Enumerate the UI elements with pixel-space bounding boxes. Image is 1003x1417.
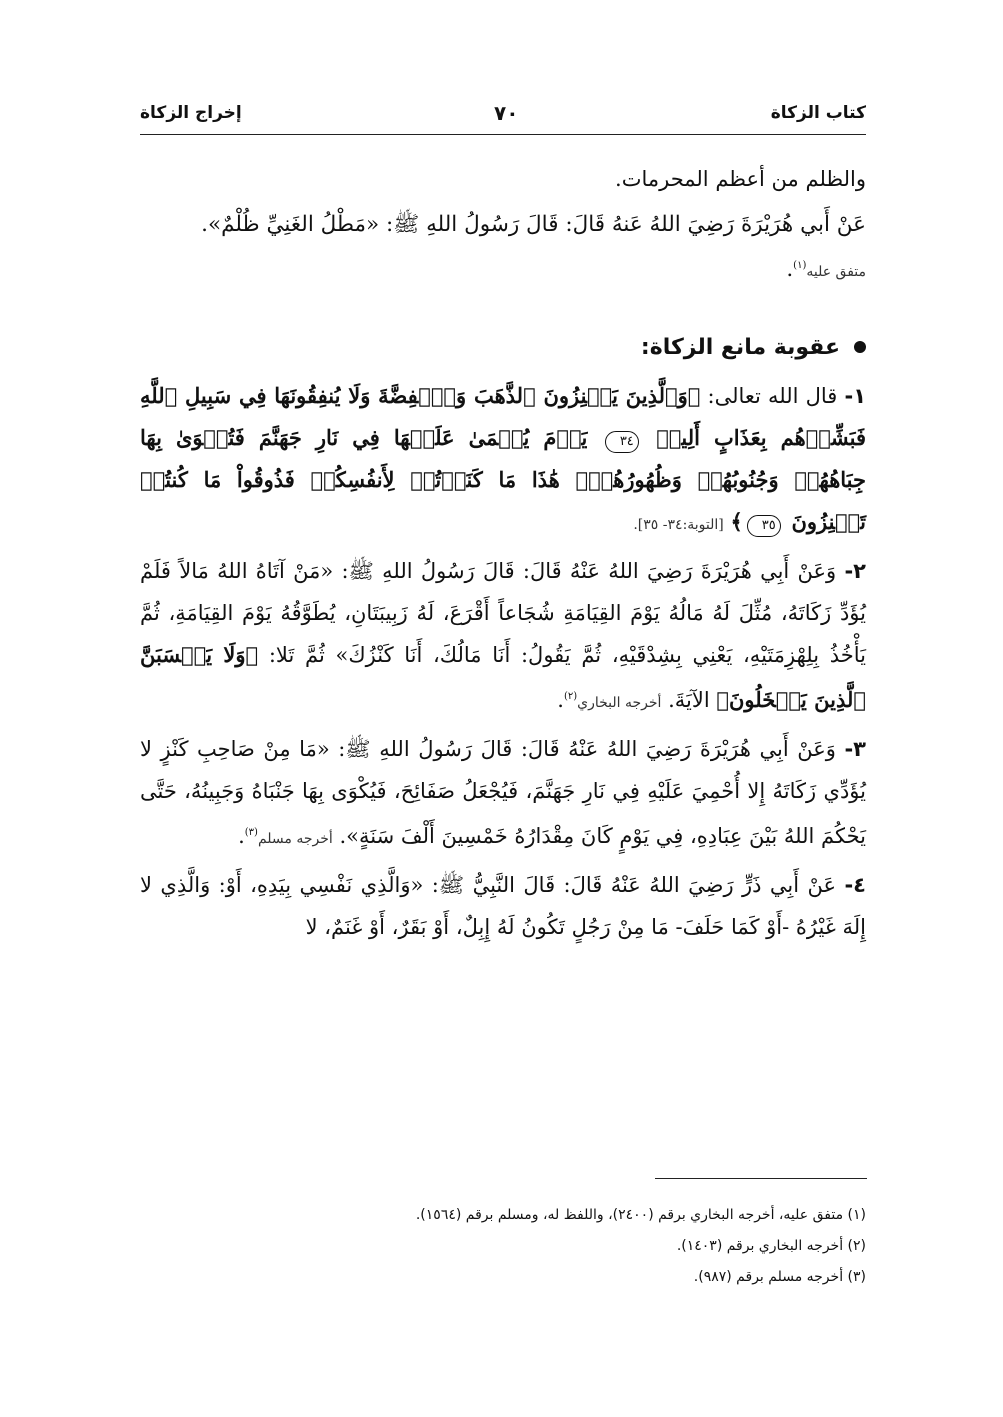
hadith-paragraph: [140, 204, 866, 293]
list-item: [140, 550, 866, 724]
item-text: وَعَنْ أَبِي هُرَيْرَةَ رَضِيَ اللهُ عَنْهُ قَالَ: قَالَ رَسُولُ اللهِ ﷺ: «مَا مِنْ صَاحِبِ كَنْزٍ لا يُؤَدِّي زَكَاتَهُ إِلا أُحْمِيَ عَلَيْهِ فِي نَارِ جَهَنَّمَ، فَيُجْعَلُ صَفَائِحَ، فَيُكْوَى بِهَا جَنْبَاهُ وَجَبِينُهُ، حَتَّى يَحْكُمَ اللهُ بَيْنَ عِبَادِهِ، فِي يَوْمٍ كَانَ مِقْدَارُهُ خَمْسِينَ أَلْفَ سَنَةٍ».: [140, 737, 866, 849]
footnote-item: (١) متفق عليه، أخرجه البخاري برقم (٢٤٠٠)، واللفظ له، ومسلم برقم (١٥٦٤).: [415, 1207, 866, 1223]
hadith-source: متفق عليه: [806, 264, 866, 281]
section-heading-text: عقوبة مانع الزكاة:: [640, 334, 840, 360]
quran-verse: ﴿وَلَا يَحۡسَبَنَّ ٱلَّذِينَ يَبۡخَلُونَ﴾: [140, 642, 866, 713]
ayah-number-marker: ٣٥: [747, 515, 781, 537]
footnote-divider: [655, 1178, 867, 1179]
item-number: ١-: [844, 384, 867, 409]
footnote-ref-1[interactable]: (١): [793, 260, 807, 271]
footnote-item: (٣) أخرجه مسلم برقم (٩٨٧).: [693, 1269, 866, 1285]
item-end: .: [238, 824, 245, 849]
quran-verse-continued: يَوۡمَ يُحۡمَىٰ عَلَيۡهَا فِي نَارِ جَهَنَّمَ فَتُكۡوَىٰ بِهَا جِبَاهُهُمۡ وَجُنُوبُهُمۡ وَظُهُورُهُمۡۖ هَٰذَا مَا كَنَزۡتُمۡ لِأَنفُسِكُمۡ فَذُوقُواْ مَا كُنتُمۡ تَكۡنِزُونَ: [140, 425, 866, 535]
hadith-source: أخرجه مسلم: [257, 831, 333, 848]
list-item: [140, 864, 866, 948]
hadith-source: أخرجه البخاري: [577, 695, 662, 712]
footnote-ref-3[interactable]: (٣): [244, 827, 258, 839]
quran-verse: ﴿وَٱلَّذِينَ يَكۡنِزُونَ ٱلذَّهَبَ وَٱلۡفِضَّةَ وَلَا يُنفِقُونَهَا فِي سَبِيلِ ٱللَّهِ فَبَشِّرۡهُم بِعَذَابٍ أَلِيمٖ: [140, 383, 866, 451]
item-number: ٢-: [844, 559, 866, 584]
list-item: [140, 728, 866, 860]
item-tail: الآيَةَ.: [668, 688, 710, 713]
item-end: .: [557, 688, 564, 713]
quran-close-bracket: ﴾: [730, 509, 743, 535]
header-book-title: كتاب الزكاة: [770, 103, 866, 123]
page-body: [140, 150, 866, 948]
hadith-end: .: [786, 257, 794, 283]
item-text: عَنْ أَبِي ذَرٍّ رَضِيَ اللهُ عَنْهُ قَالَ: قَالَ النَّبِيُّ ﷺ: «وَالَّذِي نَفْسِي بِيَدِهِ، أَوْ: وَالَّذِي لا إِلَهَ غَيْرُهُ -أَوْ كَمَا حَلَفَ- مَا مِنْ رَجُلٍ تَكُونُ لَهُ إِبِلٌ، أَوْ بَقَرٌ، أَوْ غَنَمٌ، لا: [140, 873, 866, 940]
header-chapter-title: إخراج الزكاة: [140, 103, 242, 123]
footnotes: [140, 1200, 866, 1293]
section-heading: [140, 323, 866, 371]
list-item: [140, 375, 866, 546]
item-text: وَعَنْ أَبِي هُرَيْرَةَ رَضِيَ اللهُ عَنْهُ قَالَ: قَالَ رَسُولُ اللهِ ﷺ: «مَنْ آتَاهُ اللهُ مَالاً فَلَمْ يُؤَدِّ زَكَاتَهُ، مُثِّلَ لَهُ مَالُهُ يَوْمَ القِيَامَةِ شُجَاعاً أَقْرَعَ، لَهُ زَبِيبَتَانِ، يُطَوَّقُهُ يَوْمَ القِيَامَةِ، ثُمَّ يَأْخُذُ بِلِهْزِمَتَيْهِ، يَعْنِي بِشِدْقَيْهِ، ثُمَّ يَقُولُ: أَنَا مَالُكَ، أَنَا كَنْزُكَ» ثُمَّ تَلا:: [140, 559, 866, 668]
footnote-item: (٢) أخرجه البخاري برقم (١٤٠٣).: [676, 1238, 866, 1254]
surah-citation: [التوبة:٣٤- ٣٥].: [633, 517, 724, 534]
running-header: [140, 96, 866, 130]
page-number: ٧٠: [494, 101, 519, 125]
bullet-icon: [854, 341, 866, 353]
item-number: ٤-: [844, 873, 866, 898]
intro-line: والظلم من أعظم المحرمات.: [615, 167, 866, 191]
ayah-number-marker: ٣٤: [605, 431, 639, 453]
item-number: ٣-: [844, 737, 866, 762]
footnote-ref-2[interactable]: (٢): [563, 691, 578, 703]
item-lead: قال الله تعالى:: [707, 384, 838, 409]
hadith-text: عَنْ أَبي هُرَيْرَةَ رَضِيَ اللهُ عَنهُ قَالَ: قَالَ رَسُولُ اللهِ ﷺ: «مَطْلُ الغَنِيِّ ظُلْمٌ».: [201, 212, 866, 237]
header-divider: [140, 134, 866, 135]
